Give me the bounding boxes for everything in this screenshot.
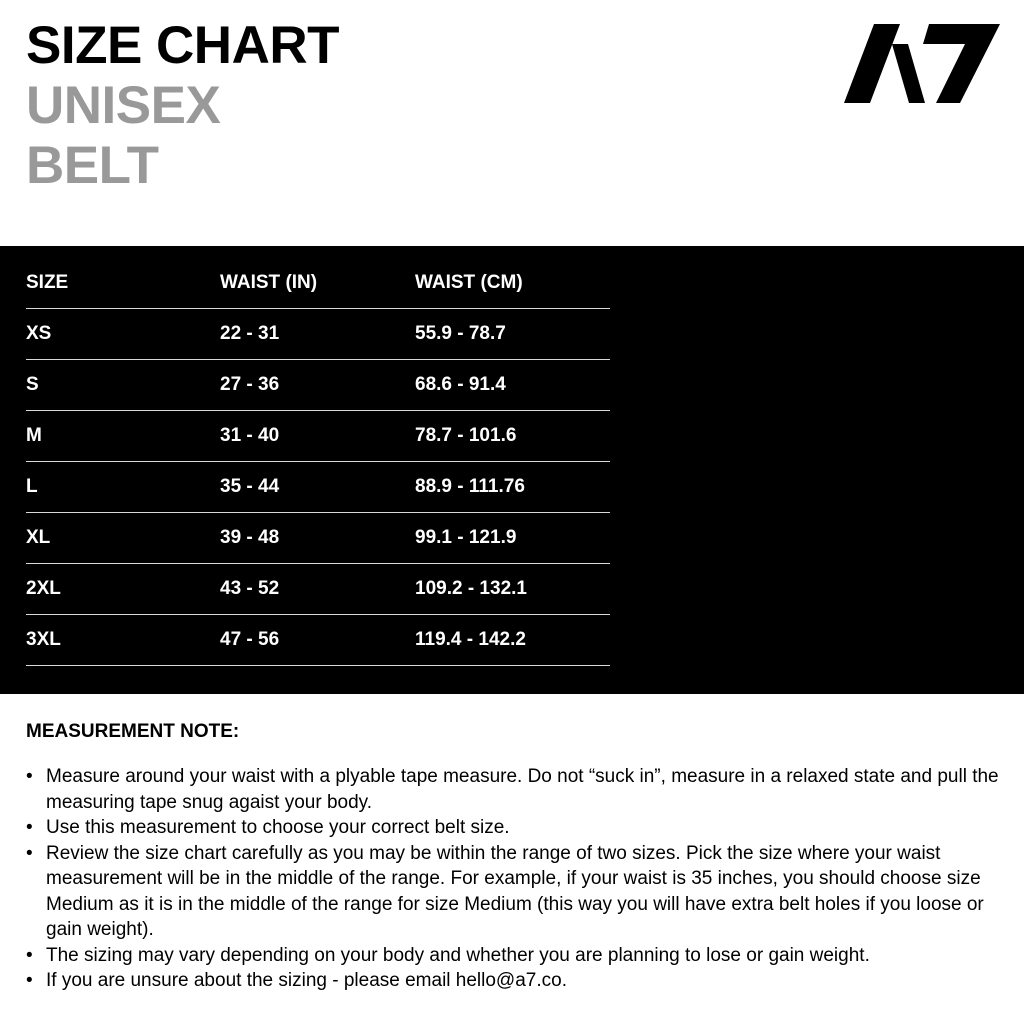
table-row [26, 309, 610, 360]
note-list-item [26, 943, 1006, 969]
note-list-item [26, 841, 1006, 943]
note-list-item-text: Use this measurement to choose your correct belt size. [46, 817, 510, 838]
cell-size: XL [26, 527, 51, 548]
cell-waist-cm: 109.2 - 132.1 [415, 578, 527, 599]
cell-waist-cm: 119.4 - 142.2 [415, 629, 526, 650]
cell-waist-in: 22 - 31 [220, 323, 280, 344]
measurement-note-title: MEASUREMENT NOTE: [26, 721, 240, 742]
table-body [26, 309, 610, 666]
note-list-item-text: Measure around your waist with a plyable tape measure. Do not “suck in”, measure in a relaxed state and pull the measuring tape snug agaist your body. [46, 766, 999, 813]
note-list-item [26, 968, 1006, 994]
page-title: SIZE CHART [26, 16, 339, 75]
page-subtitle-unisex: UNISEX [26, 76, 221, 135]
bullet-icon: • [26, 944, 33, 966]
cell-size: 3XL [26, 629, 61, 650]
bullet-icon: • [26, 970, 33, 991]
table-row [26, 615, 610, 666]
cell-waist-in: 47 - 56 [220, 629, 280, 650]
cell-waist-cm: 68.6 - 91.4 [415, 374, 506, 395]
cell-size: S [26, 374, 39, 395]
cell-size: L [26, 476, 38, 497]
table-row [26, 564, 610, 615]
measurement-note-list [26, 764, 1006, 994]
title-block [26, 16, 339, 196]
table-row [26, 513, 610, 564]
cell-waist-in: 27 - 36 [220, 374, 280, 395]
cell-waist-cm: 99.1 - 121.9 [415, 527, 517, 548]
a7-logo-icon [844, 24, 1000, 104]
cell-waist-in: 43 - 52 [220, 578, 280, 599]
bullet-icon: • [26, 817, 33, 838]
note-list-item-text: If you are unsure about the sizing - please email hello@a7.co. [46, 970, 567, 991]
column-header-waist-in: WAIST (IN) [220, 272, 318, 293]
cell-waist-cm: 88.9 - 111.76 [415, 476, 525, 497]
table-row [26, 360, 610, 411]
table-row [26, 462, 610, 513]
cell-size: 2XL [26, 578, 61, 599]
bullet-icon: • [26, 766, 33, 787]
cell-waist-in: 39 - 48 [220, 527, 280, 548]
bullet-icon: • [26, 842, 33, 864]
measurement-note [26, 720, 1006, 994]
table-row [26, 411, 610, 462]
table-header-row [26, 258, 610, 309]
cell-waist-in: 35 - 44 [220, 476, 280, 497]
note-list-item-text: The sizing may vary depending on your body and whether you are planning to lose or gain weight. [46, 944, 870, 966]
page-subtitle-belt: BELT [26, 136, 159, 195]
column-header-waist-cm: WAIST (CM) [415, 272, 523, 293]
cell-size: M [26, 425, 42, 446]
note-list-item [26, 764, 1006, 815]
note-list-item [26, 815, 1006, 841]
size-table [26, 258, 610, 666]
cell-waist-cm: 55.9 - 78.7 [415, 323, 506, 344]
cell-size: XS [26, 323, 52, 344]
note-list-item-text: Review the size chart carefully as you may be within the range of two sizes. Pick the size where your waist measurement will be in the middle of the range. For example, if your waist is 35 inches, you should choose size Medium as it is in the middle of the range for size Medium (this way you will have extra belt holes if you loose or gain weight). [46, 842, 984, 940]
cell-waist-cm: 78.7 - 101.6 [415, 425, 517, 446]
cell-waist-in: 31 - 40 [220, 425, 280, 446]
column-header-size: SIZE [26, 272, 69, 293]
